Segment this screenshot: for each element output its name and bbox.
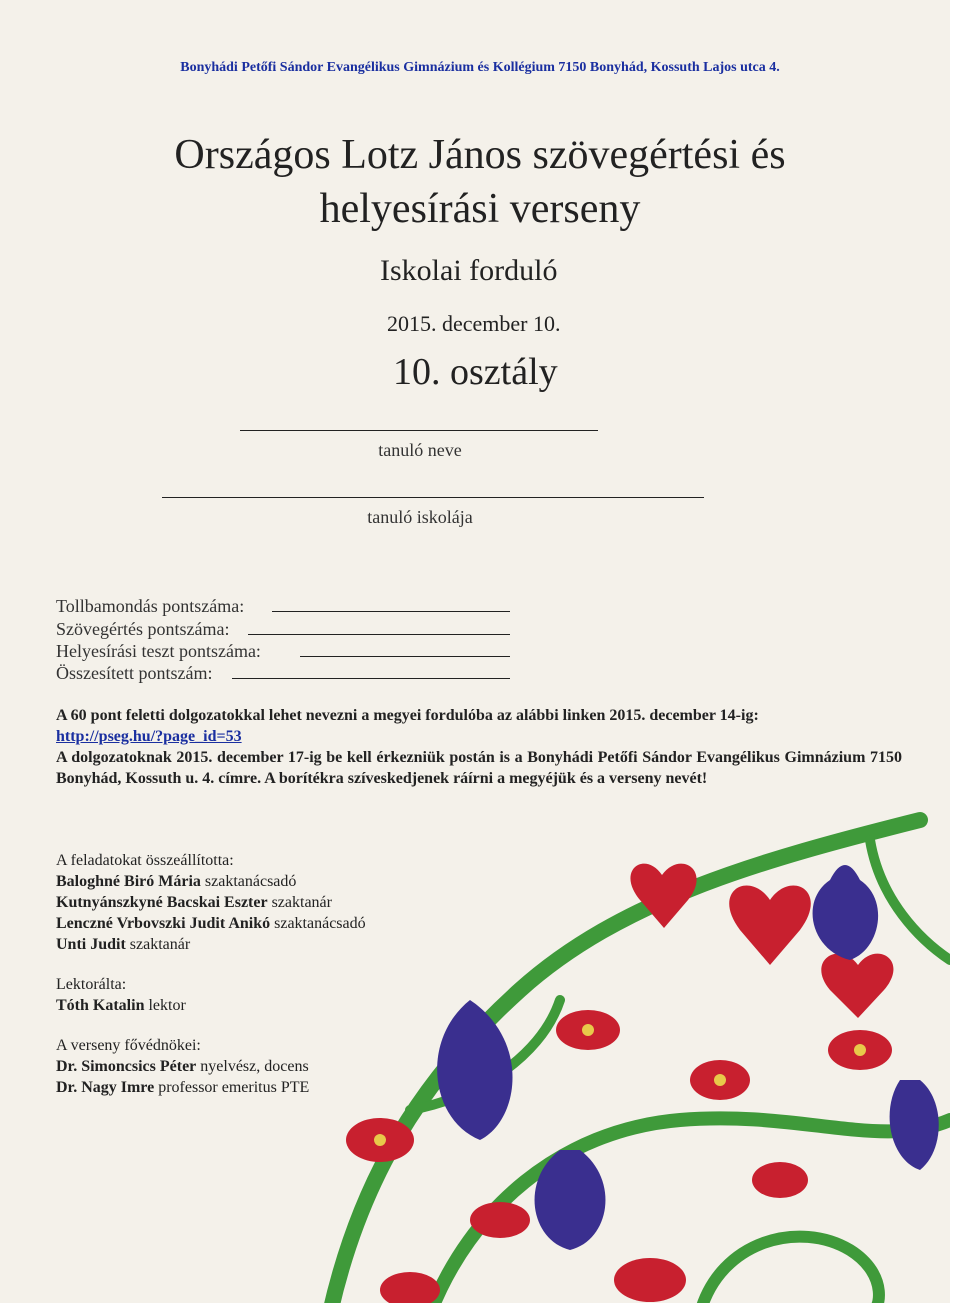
score-line-spelling-test[interactable]: [300, 656, 510, 657]
vine-lower: [430, 1118, 950, 1313]
score-line-dictation[interactable]: [272, 611, 510, 612]
authors-heading: A feladatokat összeállította:: [56, 852, 234, 869]
patron-role: nyelvész, docens: [200, 1058, 309, 1075]
reviewer-heading: Lektorálta:: [56, 976, 127, 993]
vine-upper: [870, 840, 950, 960]
flower-center: [582, 1024, 594, 1036]
patrons-block: [56, 1035, 309, 1098]
title-line-2: helyesírási verseny: [319, 186, 641, 232]
competition-title: [0, 128, 960, 236]
reviewer-block: [56, 974, 186, 1016]
student-school-caption: tanuló iskolája: [367, 507, 473, 527]
heart-flower: [729, 886, 811, 965]
institution-header: Bonyhádi Petőfi Sándor Evangélikus Gimnázium és Kollégium 7150 Bonyhád, Kossuth Lajos utca 4.: [180, 60, 780, 75]
student-name-caption: tanuló neve: [378, 440, 462, 460]
patron-name: Dr. Simoncsics Péter: [56, 1058, 197, 1075]
carnation-red: [346, 1118, 414, 1162]
score-line-comprehension[interactable]: [248, 634, 510, 635]
author-name: Kutnyánszkyné Bacskai Eszter: [56, 894, 268, 911]
submission-notice: [56, 705, 902, 789]
authors-block: [56, 850, 366, 955]
carnation-red: [614, 1258, 686, 1302]
author-entry: [56, 892, 366, 913]
carnation-red: [556, 1010, 620, 1050]
author-name: Unti Judit: [56, 936, 126, 953]
author-entry: [56, 934, 366, 955]
score-label-dictation: Tollbamondás pontszáma:: [56, 596, 245, 616]
student-school-line[interactable]: [162, 497, 704, 498]
patrons-heading: A verseny fővédnökei:: [56, 1037, 201, 1054]
author-name: Lenczné Vrbovszki Judit Anikó: [56, 915, 271, 932]
registration-link[interactable]: http://pseg.hu/?page_id=53: [56, 728, 242, 745]
notice-paragraph-2: A dolgozatoknak 2015. december 17-ig be kell érkezniük postán is a Bonyhádi Petőfi Sándor Evangélikus Gimnázium 7150 Bonyhád, Kossuth u. 4. címre. A borítékra szíveskedjenek ráírni a megyéjük és a verseny nevét!: [56, 749, 902, 787]
heart-flower: [821, 954, 893, 1018]
vine-main: [330, 820, 920, 1313]
grade-label: 10. osztály: [393, 351, 558, 393]
score-label-comprehension: Szövegértés pontszáma:: [56, 619, 230, 639]
tulip-blue: [813, 865, 879, 960]
author-role: szaktanár: [129, 936, 191, 953]
author-role: szaktanár: [271, 894, 332, 911]
carnation-red: [828, 1030, 892, 1070]
page-edge-right: [950, 0, 960, 1313]
flower-center: [374, 1134, 386, 1146]
vine-left: [410, 1000, 560, 1110]
carnation-red: [752, 1162, 808, 1198]
score-line-total[interactable]: [232, 678, 510, 679]
author-name: Baloghné Biró Mária: [56, 873, 201, 890]
reviewer-entry: [56, 995, 186, 1016]
author-entry: [56, 913, 366, 934]
tulip-blue: [437, 1000, 512, 1140]
reviewer-name: Tóth Katalin: [56, 997, 145, 1014]
competition-date: 2015. december 10.: [387, 311, 561, 336]
page-edge-bottom: [0, 1303, 960, 1313]
tulip-blue: [890, 1080, 939, 1170]
title-line-1: Országos Lotz János szövegértési és: [174, 132, 786, 178]
score-label-spelling-test: Helyesírási teszt pontszáma:: [56, 641, 261, 661]
carnation-red: [690, 1060, 750, 1100]
carnation-red: [470, 1202, 530, 1238]
patron-entry: [56, 1077, 309, 1098]
heart-flower: [630, 864, 696, 928]
author-role: szaktanácsadó: [204, 873, 297, 890]
patron-entry: [56, 1056, 309, 1077]
notice-paragraph-1: A 60 pont feletti dolgozatokkal lehet nevezni a megyei fordulóba az alábbi linken 2015. december 14-ig:: [56, 707, 759, 724]
score-label-total: Összesített pontszám:: [56, 663, 213, 683]
author-role: szaktanácsadó: [274, 915, 366, 932]
flower-center: [714, 1074, 726, 1086]
round-label: Iskolai forduló: [380, 254, 558, 287]
patron-name: Dr. Nagy Imre: [56, 1079, 155, 1096]
author-entry: [56, 871, 366, 892]
vine-curl: [700, 1237, 879, 1313]
student-name-line[interactable]: [240, 430, 598, 431]
tulip-blue: [535, 1150, 606, 1250]
flower-center: [854, 1044, 866, 1056]
patron-role: professor emeritus PTE: [158, 1079, 310, 1096]
reviewer-role: lektor: [148, 997, 186, 1014]
